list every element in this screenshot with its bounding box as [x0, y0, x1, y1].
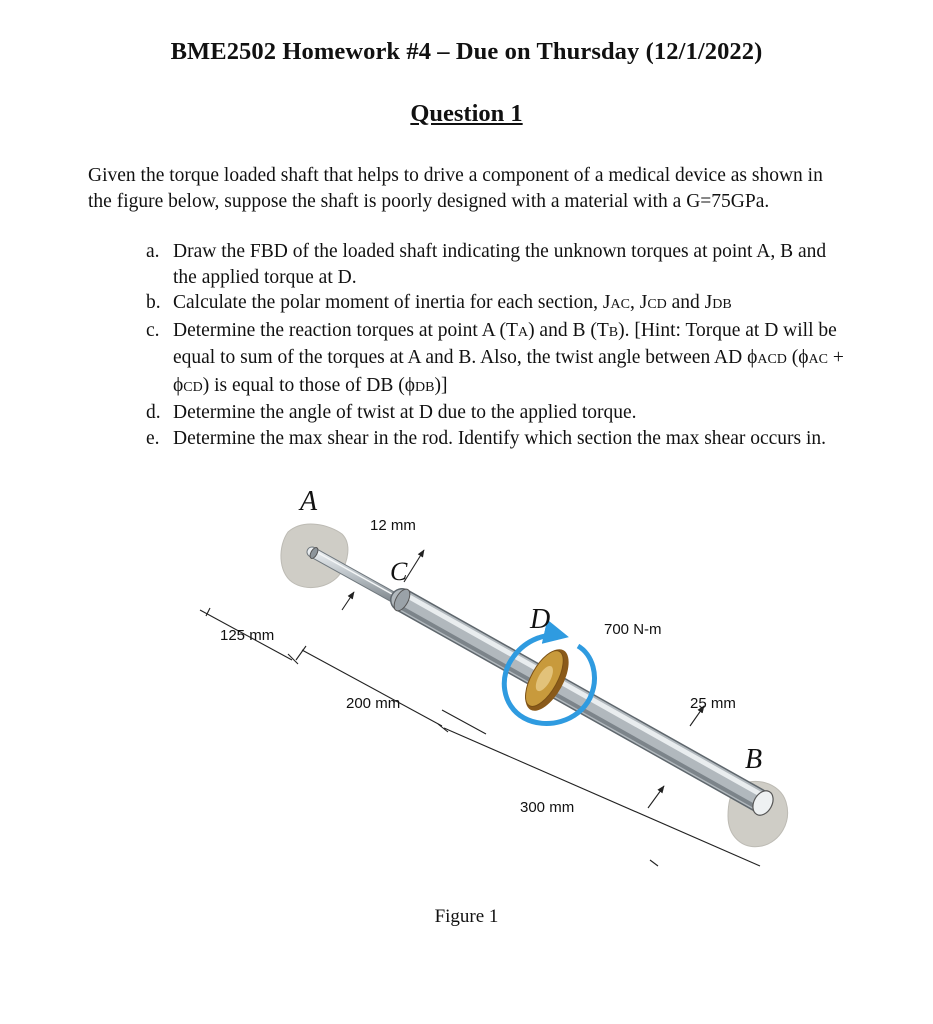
- question-items: [146, 239, 846, 451]
- item-text: Draw the FBD of the loaded shaft indicating the unknown torques at point A, B and the applied torque at D.: [173, 241, 827, 288]
- torque-label: 700 N-m: [604, 621, 662, 638]
- figure-caption: Figure 1: [434, 906, 499, 927]
- item-text: Determine the angle of twist at D due to the applied torque.: [173, 402, 637, 423]
- label-c: C: [390, 557, 408, 586]
- label-b: B: [745, 744, 763, 775]
- item-letter: b.: [146, 292, 161, 313]
- dimension-lines: [200, 550, 763, 866]
- item-b: [146, 290, 846, 318]
- item-text: Calculate the polar moment of inertia for each section, JAC, JCD and JDB: [173, 292, 732, 313]
- item-letter: e.: [146, 427, 160, 449]
- shaft-figure: [180, 470, 820, 890]
- item-d: [146, 400, 846, 426]
- item-e: [146, 426, 846, 452]
- item-letter: a.: [146, 241, 160, 262]
- page-title: BME2502 Homework #4 – Due on Thursday (12/1/2022): [170, 38, 763, 65]
- intro-paragraph: Given the torque loaded shaft that helps to drive a component of a medical device as shown in the figure below, suppose the shaft is poorly designed with a material with a G=75GPa.: [88, 165, 823, 212]
- dim-12mm: 12 mm: [370, 517, 416, 534]
- item-letter: c.: [146, 319, 160, 341]
- dim-300mm: 300 mm: [520, 799, 575, 816]
- item-text: Determine the max shear in the rod. Identify which section the max shear occurs in.: [173, 427, 827, 449]
- item-letter: d.: [146, 402, 161, 423]
- question-heading: Question 1: [410, 100, 523, 127]
- dim-25mm: 25 mm: [690, 695, 736, 712]
- dim-125mm: 125 mm: [220, 627, 275, 644]
- item-a: [146, 239, 846, 290]
- item-c: [146, 318, 846, 401]
- label-d: D: [530, 604, 551, 635]
- label-a: A: [300, 486, 318, 517]
- dim-200mm: 200 mm: [346, 695, 401, 712]
- item-text: Determine the reaction torques at point A (TA) and B (TB). [Hint: Torque at D will be equal to sum of the torques at A and B. Also, the twist angle between AD ϕACD (ϕAC + ϕCD) is equal to those of DB (ϕDB)]: [173, 319, 844, 396]
